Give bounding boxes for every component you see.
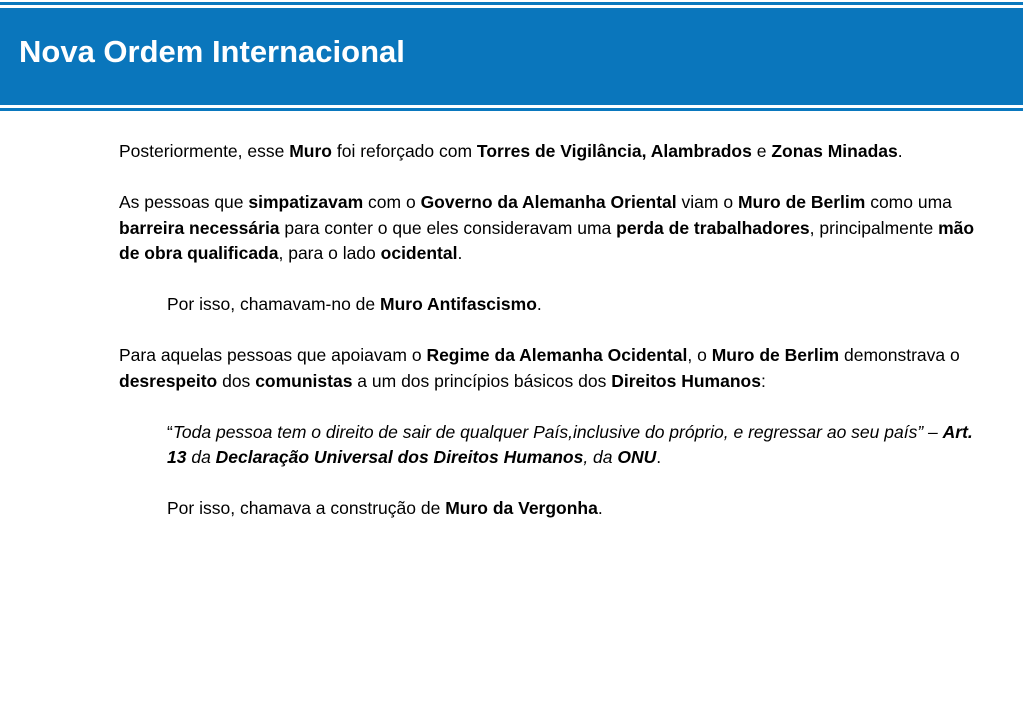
paragraph-reinforcement [119,139,989,165]
bold-text: perda de trabalhadores [616,217,810,238]
text: As pessoas que [119,192,249,212]
text: como uma [865,192,952,212]
text: demonstrava o [839,345,960,365]
bold-text: mão de obra qualificada [119,217,975,263]
bold-text: ocidental [380,243,458,263]
text: para conter o que eles consideravam uma [279,217,617,238]
italic-text: Toda pessoa tem o direito de sair de qualquer País,inclusive do próprio, e regressar ao seu país” – [172,421,943,442]
text: viam o [676,192,738,212]
text: Por isso, chamavam-no de [167,294,381,314]
bold-text: simpatizavam [248,192,364,212]
text: a um dos princípios básicos dos [352,370,612,391]
bold-text: barreira necessária [119,217,280,238]
header-bottom-line [0,108,1023,111]
text: . [656,447,662,467]
bold-text: Muro [289,141,332,161]
text: “ [167,421,173,442]
header-top-line [0,2,1023,5]
paragraph-shame-wall [119,496,989,522]
text: . [457,243,463,263]
bold-text: Governo da Alemanha Oriental [420,192,677,212]
text: . [536,294,542,314]
paragraph-sympathizers [119,190,989,267]
bold-italic-text: Declaração Universal dos Direitos Humanos [215,447,584,467]
paragraph-supporters [119,343,989,394]
bold-italic-text: ONU [617,447,657,467]
text: foi reforçado com [332,141,477,161]
text: , principalmente [809,217,939,238]
bold-text: desrespeito [119,370,218,391]
bold-text: comunistas [255,370,353,391]
bold-text: Regime da Alemanha Ocidental [426,345,688,365]
text: Posteriormente, esse [119,141,290,161]
bold-text: Muro Antifascismo [380,294,537,314]
italic-text: , da [583,447,618,467]
text: . [597,498,603,518]
slide-body [119,139,989,522]
italic-text: da [186,447,216,467]
bold-text: Muro da Vergonha [445,498,598,518]
text: , para o lado [278,243,381,263]
text: Por isso, chamava a construção de [167,498,446,518]
paragraph-antifascism [119,292,989,318]
bold-text: Direitos Humanos [611,370,761,391]
bold-italic-text: Art. 13 [167,421,973,467]
text: com o [363,192,421,212]
bold-text: Muro de Berlim [737,192,866,212]
page-title: Nova Ordem Internacional [19,34,405,69]
bold-text: Muro de Berlim [711,345,840,365]
bold-text: Zonas Minadas [771,141,898,161]
bold-text: Torres de Vigilância, Alambrados [476,141,752,161]
text: Para aquelas pessoas que apoiavam o [119,345,427,365]
text: dos [217,370,256,391]
paragraph-article-quote [119,420,989,471]
text: . [897,141,903,161]
text: , o [687,345,712,365]
text: e [751,141,772,161]
text: : [760,370,766,391]
